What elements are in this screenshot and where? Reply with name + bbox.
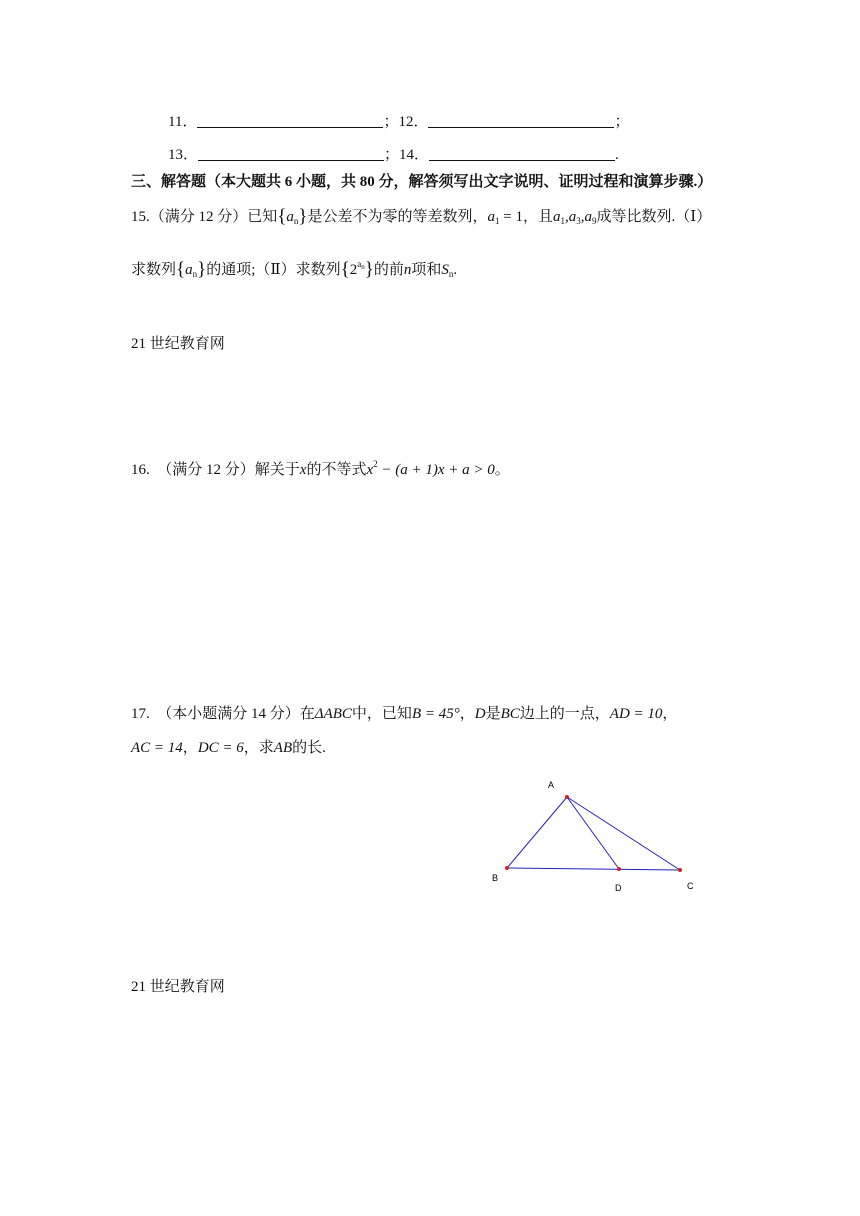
q15-text: 求数列 xyxy=(131,262,177,278)
q17-label: 17. xyxy=(131,706,150,722)
q15-line-1: 15.（满分 12 分）已知$\{a_n\}$是公差不为零的等差数列，$a_1 = 1$，且$a_1,a_3,a_9$成等比数列.（Ⅰ） xyxy=(131,206,712,227)
q17-text: ， xyxy=(459,706,475,722)
q15-text: 项和 xyxy=(411,262,442,278)
segment-ac-line xyxy=(567,797,680,870)
semicolon: ； xyxy=(614,114,630,130)
left-brace: { xyxy=(340,259,350,280)
watermark-text: 21 世纪教育网 xyxy=(131,979,225,995)
seq-subscript: n xyxy=(192,269,198,279)
angle-condition: B = 45° xyxy=(411,706,460,722)
q12-answer-blank[interactable] xyxy=(428,113,614,128)
fill-in-row-1 xyxy=(168,112,630,132)
q17-line-2 xyxy=(131,738,326,758)
power-exponent: a xyxy=(357,259,362,269)
q15-text: 是公差不为零的等差数列， xyxy=(307,209,488,225)
right-brace: } xyxy=(197,259,207,280)
q16-text: 解关于 xyxy=(254,462,300,478)
right-brace: } xyxy=(364,259,374,280)
q17-text: 是 xyxy=(485,706,501,722)
q14-answer-blank[interactable] xyxy=(429,146,615,161)
q15-text: ，且 xyxy=(523,209,554,225)
q16-text: 的不等式 xyxy=(306,462,367,478)
q16-line xyxy=(131,454,510,480)
left-brace: { xyxy=(176,259,186,280)
q17-score: （本小题满分 14 分） xyxy=(157,706,300,722)
a1-value: = 1 xyxy=(499,209,524,225)
term-subscript: 1 xyxy=(560,216,566,226)
segment-bc-line xyxy=(507,868,680,870)
watermark-text: 21 世纪教育网 xyxy=(131,336,225,352)
label-d: D xyxy=(615,883,622,893)
section-heading: 三、解答题（本大题共 6 小题，共 80 分，解答须写出文字说明、证明过程和演算步骤.） xyxy=(131,174,713,190)
seq-subscript: n xyxy=(293,216,299,226)
q13-answer-blank[interactable] xyxy=(198,146,384,161)
point-d: D xyxy=(474,706,486,722)
segment-ab: AB xyxy=(273,740,293,756)
label-a: A xyxy=(548,780,555,790)
q17-text: 的长. xyxy=(292,740,326,756)
q16-label: 16. xyxy=(131,462,150,478)
q16-score: （满分 12 分） xyxy=(157,462,255,478)
q15-text: 的前 xyxy=(373,262,404,278)
exponent-subscript: n xyxy=(361,263,365,271)
term-subscript: 3 xyxy=(576,216,581,226)
q13-number: 13． xyxy=(168,147,199,163)
ac-condition: AC = 14 xyxy=(131,740,183,756)
seq-symbol: a xyxy=(286,209,294,225)
inequality-exponent: 2 xyxy=(373,459,378,469)
right-brace: } xyxy=(298,206,308,227)
semicolon: ； xyxy=(384,147,400,163)
dc-condition: DC = 6 xyxy=(197,740,244,756)
q17-text: ， xyxy=(182,740,198,756)
point-d-marker xyxy=(617,867,621,871)
q17-text: 中，已知 xyxy=(351,706,412,722)
term-a: a xyxy=(553,209,561,225)
power-base: 2 xyxy=(349,262,358,278)
q15-text: 的通项;（Ⅱ）求数列 xyxy=(206,262,341,278)
segment-bc: BC xyxy=(500,706,520,722)
q15-text: 已知 xyxy=(247,209,278,225)
a1-symbol: a xyxy=(487,209,496,225)
sum-subscript: n xyxy=(448,269,454,279)
q15-line-2 xyxy=(131,254,457,284)
point-c-marker xyxy=(678,868,682,872)
label-b: B xyxy=(492,873,499,883)
q17-text: 在 xyxy=(299,706,315,722)
seq-symbol: a xyxy=(185,262,193,278)
q17-text: 边上的一点， xyxy=(519,706,610,722)
segment-ab-line xyxy=(507,797,567,868)
n-variable: n xyxy=(403,262,412,278)
term-subscript: 9 xyxy=(592,216,597,226)
q15-end: . xyxy=(453,262,458,278)
q11-number: 11． xyxy=(168,114,198,130)
term-a: a xyxy=(568,209,577,225)
q15-score: （满分 12 分） xyxy=(149,209,248,225)
q17-text: ， xyxy=(662,706,678,722)
term-a: a xyxy=(584,209,593,225)
point-a-marker xyxy=(565,795,569,799)
q15-text: 成等比数列.（Ⅰ） xyxy=(596,209,712,225)
q16-end: 。 xyxy=(494,462,510,478)
period: . xyxy=(615,147,619,163)
label-c: C xyxy=(687,881,694,891)
inequality-expression: − (a + 1)x + a > 0 xyxy=(377,462,495,478)
fill-in-row-2 xyxy=(168,145,619,165)
q11-answer-blank[interactable] xyxy=(197,113,383,128)
triangle-symbol: ΔABC xyxy=(314,706,352,722)
left-brace: { xyxy=(277,206,287,227)
a1-subscript: 1 xyxy=(495,216,500,226)
q14-number: 14． xyxy=(399,147,430,163)
point-b-marker xyxy=(505,866,509,870)
q17-line-1 xyxy=(131,704,677,724)
triangle-figure xyxy=(480,770,720,900)
sum-symbol: S xyxy=(441,262,449,278)
semicolon: ； xyxy=(383,114,399,130)
ad-condition: AD = 10 xyxy=(609,706,663,722)
segment-ad-line xyxy=(567,797,619,869)
q15-label: 15. xyxy=(131,209,150,225)
x-variable: x xyxy=(299,462,307,478)
q12-number: 12． xyxy=(398,114,429,130)
q17-text: ，求 xyxy=(243,740,274,756)
inequality-x: x xyxy=(366,462,374,478)
